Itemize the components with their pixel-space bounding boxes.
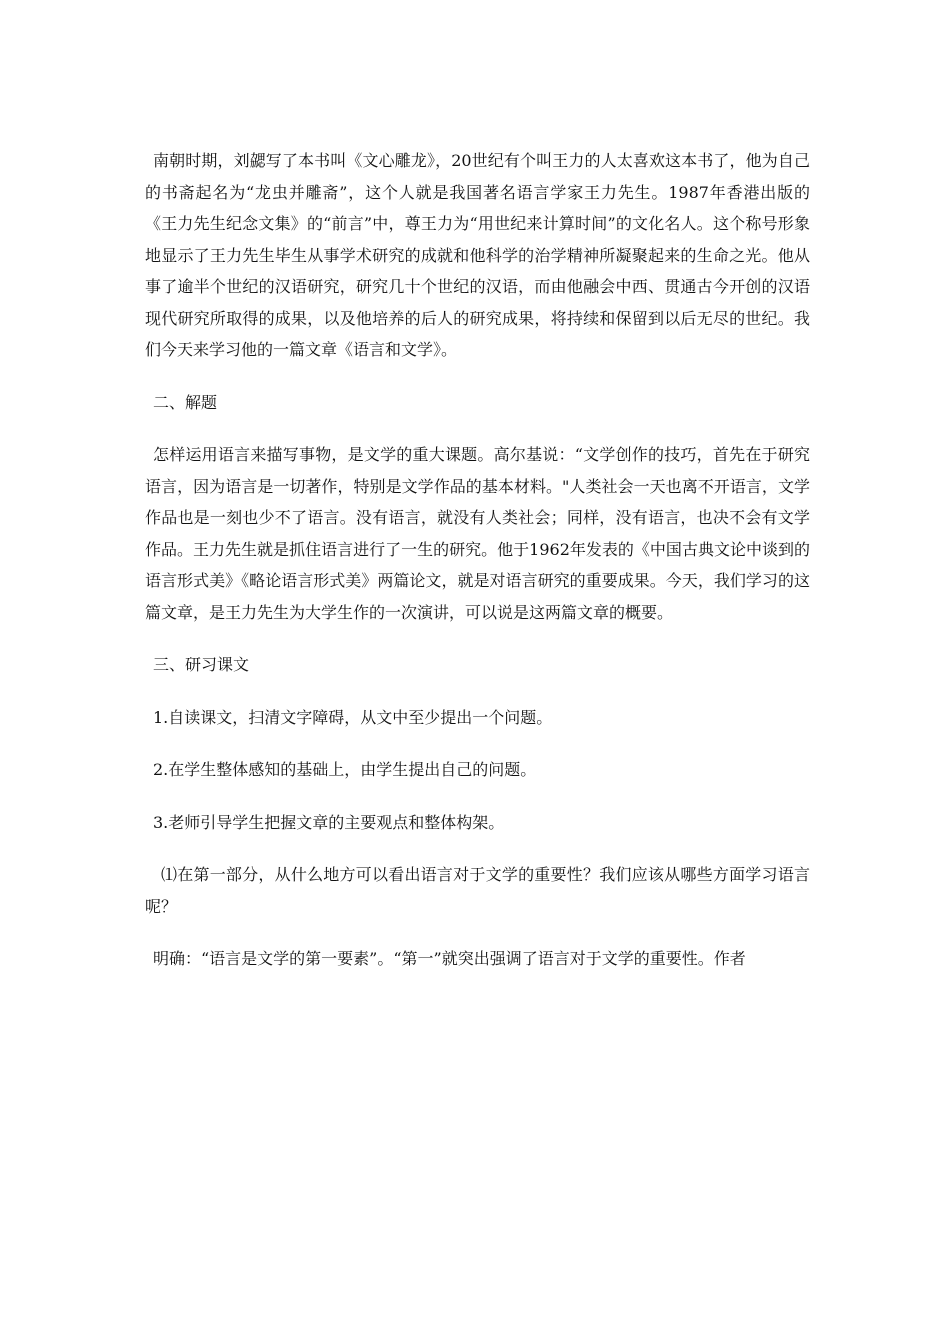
explanation-paragraph: 怎样运用语言来描写事物，是文学的重大课题。高尔基说：“文学创作的技巧，首先在于研究语言，因为语言是一切著作，特别是文学作品的基本材料。"人类社会一天也离不开语言，文学作品也是一刻也少不了语言。没有语言，就没有人类社会；同样，没有语言，也决不会有文学作品。王力先生就是抓住语言进行了一生的研究。他于1962年发表的《中国古典文论中谈到的语言形式美》《略论语言形式美》两篇论文，就是对语言研究的重要成果。今天，我们学习的这篇文章，是王力先生为大学生作的一次演讲，可以说是这两篇文章的概要。 (145, 445, 810, 622)
answer-paragraph: 明确：“语言是文学的第一要素”。“第一”就突出强调了语言对于文学的重要性。作者 (153, 949, 746, 968)
study-item-3: 3.老师引导学生把握文章的主要观点和整体构架。 (153, 812, 505, 832)
question-paragraph: ⑴在第一部分，从什么地方可以看出语言对于文学的重要性？我们应该从哪些方面学习语言呢？ (145, 865, 810, 916)
intro-paragraph: 南朝时期，刘勰写了本书叫《文心雕龙》，20世纪有个叫王力的人太喜欢这本书了，他为自己的书斋起名为“龙虫并雕斋”，这个人就是我国著名语言学家王力先生。1987年香港出版的《王力先生纪念文集》的“前言”中，尊王力为“用世纪来计算时间”的文化名人。这个称号形象地显示了王力先生毕生从事学术研究的成就和他科学的治学精神所凝聚起来的生命之光。他从事了逾半个世纪的汉语研究，研究几十个世纪的汉语，而由他融会中西、贯通古今开创的汉语现代研究所取得的成果，以及他培养的后人的研究成果，将持续和保留到以后无尽的世纪。我们今天来学习他的一篇文章《语言和文学》。 (145, 151, 810, 359)
study-item-1: 1.自读课文，扫清文字障碍，从文中至少提出一个问题。 (153, 707, 553, 727)
document-page (145, 145, 810, 996)
section-heading-study: 三、研习课文 (153, 655, 250, 674)
section-heading-explanation: 二、解题 (153, 392, 218, 412)
study-item-2: 2.在学生整体感知的基础上，由学生提出自己的问题。 (153, 760, 537, 779)
